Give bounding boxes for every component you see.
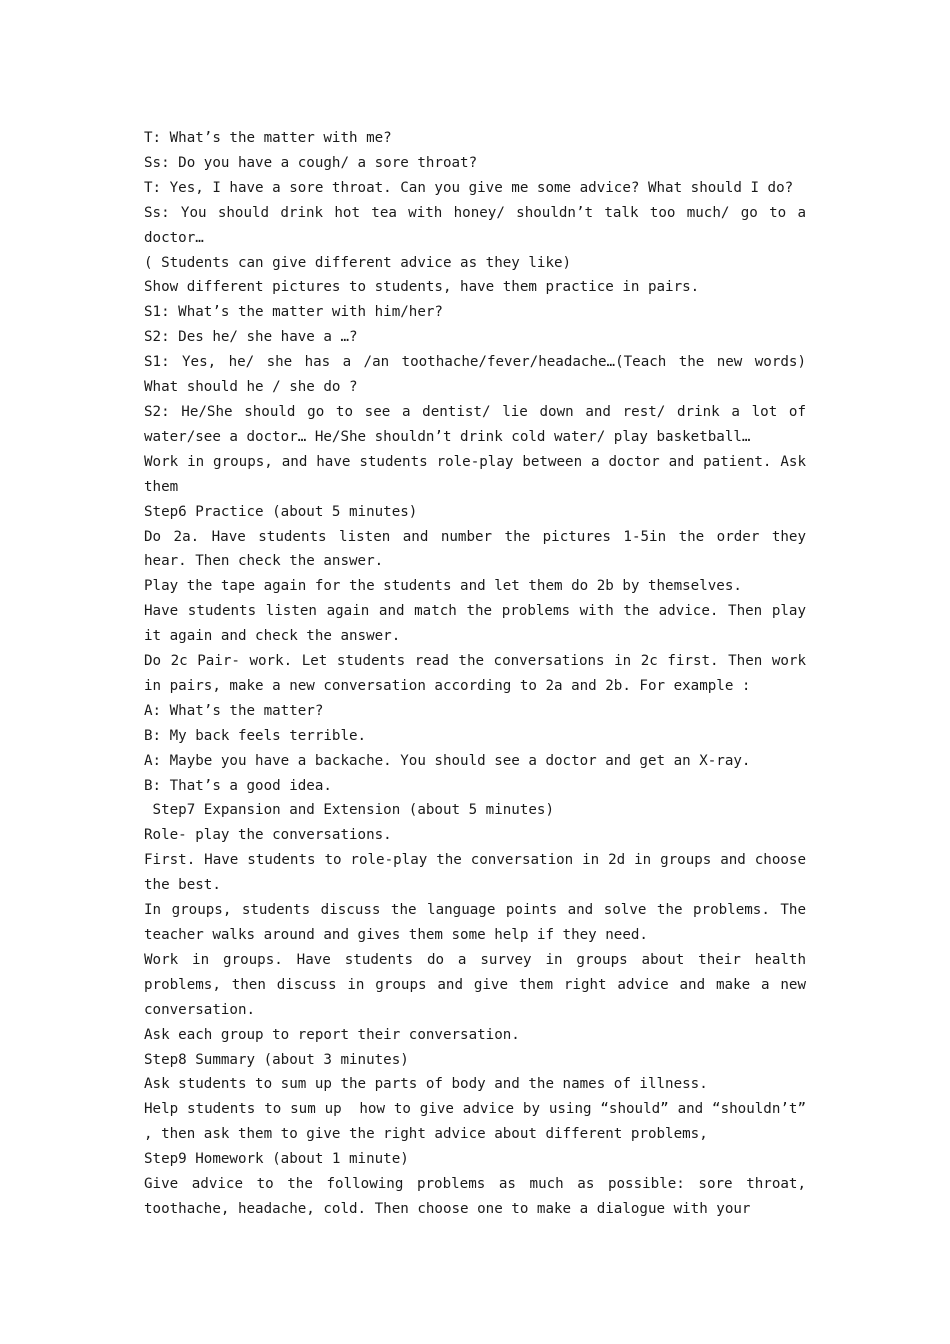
paragraph: Ss: Do you have a cough/ a sore throat? [144,154,478,171]
paragraph: Have students listen again and match the problems with the advice. Then play it again and check the answer. [144,603,815,645]
paragraph: Give advice to the following problems as much as possible: sore throat, toothache, headache, cold. Then choose one to make a dialogue with your [144,1176,815,1217]
paragraph: Play the tape again for the students and let them do 2b by themselves. [144,578,742,595]
paragraph: T: What’s the matter with me? [144,130,392,146]
paragraph: Do 2c Pair- work. Let students read the conversations in 2c first. Then work in pairs, make a new conversation according to 2a and 2b. For example : [144,653,815,694]
section-heading: Step8 Summary (about 3 minutes) [144,1051,409,1068]
section-heading: Step7 Expansion and Extension (about 5 minutes) [144,802,555,819]
paragraph: Work in groups. Have students do a survey in groups about their health problems, then discuss in groups and give them right advice and make a new conversation. [144,951,815,1018]
paragraph: Work in groups, and have students role-play between a doctor and patient. Ask them [144,453,815,495]
paragraph: ( Students can give different advice as they like) [144,254,572,271]
paragraph: Do 2a. Have students listen and number the pictures 1-5in the order they hear. Then check the answer. [144,528,815,570]
paragraph: First. Have students to role-play the conversation in 2d in groups and choose the best. [144,852,815,894]
paragraph: In groups, students discuss the language points and solve the problems. The teacher walks around and gives them some help if they need. [144,902,815,943]
paragraph: T: Yes, I have a sore throat. Can you give me some advice? What should I do? [144,179,794,196]
paragraph: S2: He/She should go to see a dentist/ lie down and rest/ drink a lot of water/see a doctor… He/She shouldn’t drink cold water/ play basketball… [144,403,815,445]
paragraph: A: Maybe you have a backache. You should see a doctor and get an X-ray. [144,752,751,769]
paragraph: B: That’s a good idea. [144,777,332,794]
document-page [144,126,815,1222]
section-heading: Step9 Homework (about 1 minute) [144,1151,409,1168]
paragraph: Role- play the conversations. [144,827,392,844]
paragraph: Ask students to sum up the parts of body and the names of illness. [144,1076,708,1093]
paragraph: S2: Des he/ she have a …? [144,329,358,346]
paragraph: A: What’s the matter? [144,702,324,719]
paragraph: Ss: You should drink hot tea with honey/ shouldn’t talk too much/ go to a doctor… [144,204,815,246]
paragraph: Help students to sum up how to give advice by using “should” and “shouldn’t” , then ask them to give the right advice about different problems, [144,1101,815,1143]
paragraph: Show different pictures to students, have them practice in pairs. [144,279,700,296]
paragraph: S1: Yes, he/ she has a /an toothache/fever/headache…(Teach the new words) What should he / she do ? [144,354,815,396]
paragraph: B: My back feels terrible. [144,727,367,744]
paragraph: S1: What’s the matter with him/her? [144,304,443,321]
section-heading: Step6 Practice (about 5 minutes) [144,503,418,520]
paragraph: Ask each group to report their conversation. [144,1026,520,1043]
